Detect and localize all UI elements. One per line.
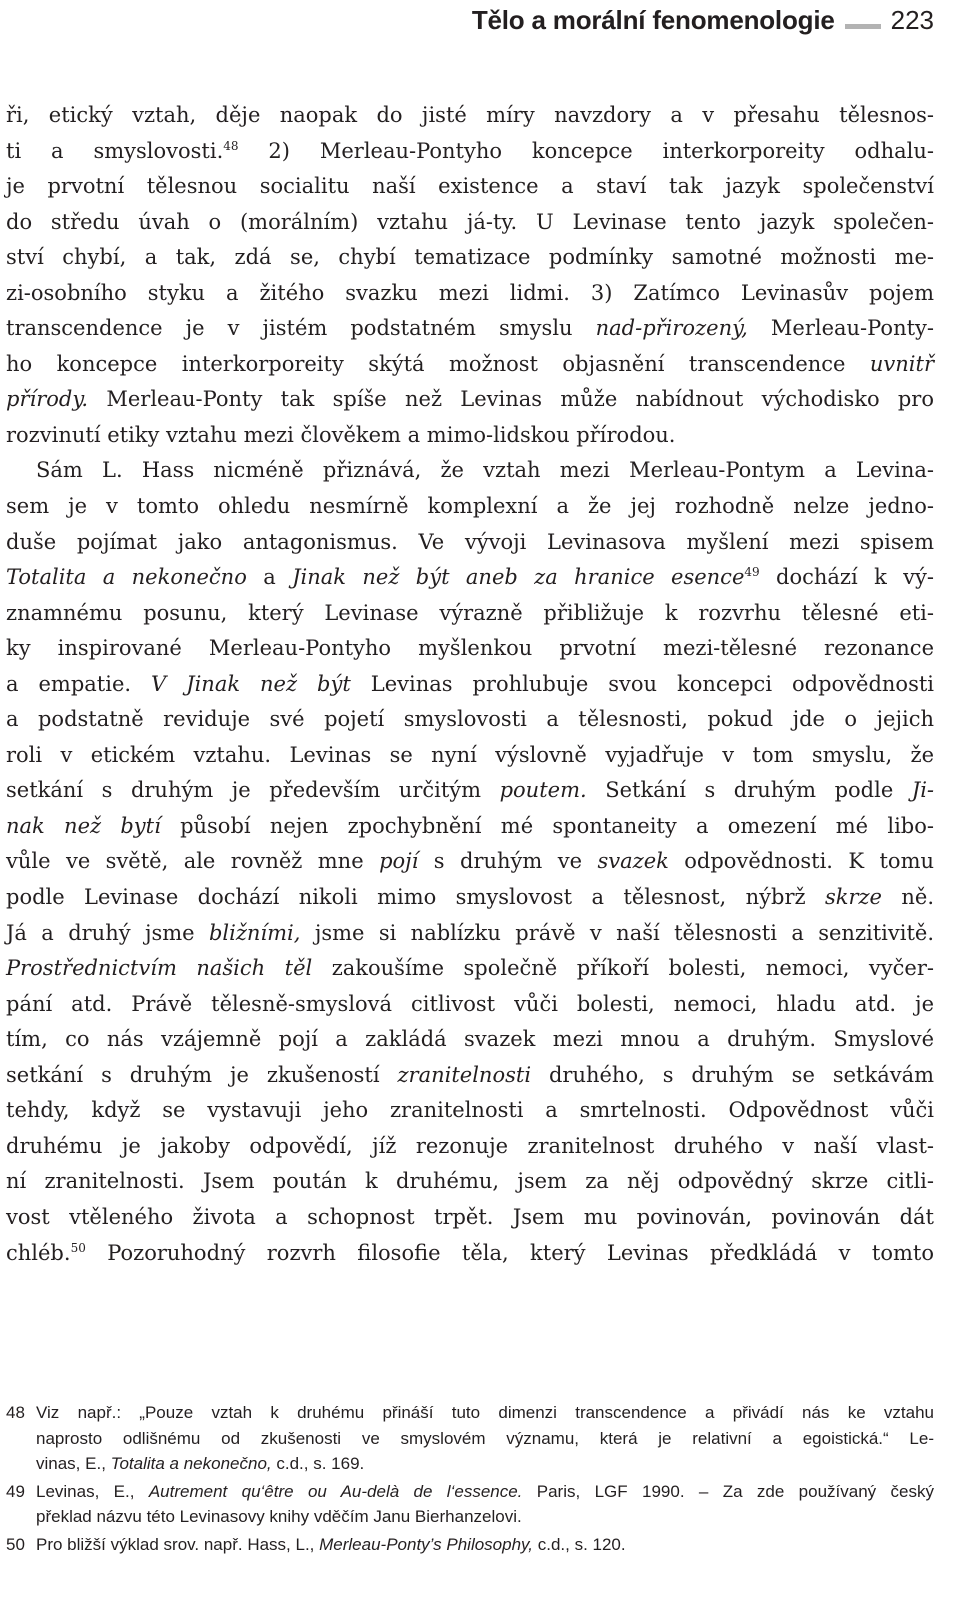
text-run: a: [246, 565, 293, 590]
text-run: a podstatně reviduje své pojetí smyslovosti a tělesnosti, pokud jde o jejich: [6, 707, 934, 732]
text-run: druhého, s druhým se setkávám: [531, 1062, 935, 1087]
footnote-text: [36, 1479, 934, 1530]
footnote-line: [36, 1479, 934, 1505]
footnote-ref: 49: [744, 565, 760, 580]
footnote-number: 50: [6, 1534, 25, 1554]
italic-text: pojí: [379, 849, 419, 874]
text-line: [6, 169, 934, 205]
text-run: je prvotní tělesnou socialitu naší existence a staví tak jazyk společenství: [6, 174, 934, 199]
text-line: [6, 773, 934, 809]
text-run: pání atd. Právě tělesně-smyslová citlivost vůči bolesti, nemoci, hladu atd. je: [6, 991, 934, 1016]
text-line: [6, 240, 934, 276]
text-line: [6, 951, 934, 987]
footnote-text: [36, 1400, 934, 1477]
text-line: [6, 453, 934, 489]
italic-text: svazek: [597, 849, 669, 874]
text-line: [6, 809, 934, 845]
italic-text: zranitelnosti: [397, 1062, 532, 1087]
italic-text: Ji-: [911, 778, 935, 803]
italic-text: V Jinak než být: [151, 671, 351, 696]
text-line: [6, 98, 934, 134]
text-line: [6, 631, 934, 667]
italic-text: Totalita a nekonečno,: [110, 1454, 272, 1473]
text-line: [6, 525, 934, 561]
text-line: [6, 276, 934, 312]
text-line: [6, 702, 934, 738]
italic-text: nad-přirozený,: [595, 316, 748, 341]
italic-text: Merleau-Ponty’s Philosophy,: [319, 1534, 533, 1554]
footnote: [6, 1479, 934, 1530]
text-run: zi-osobního styku a žitého svazku mezi lidmi. 3) Zatímco Levinasův pojem: [6, 280, 934, 305]
text-run: jsme si nablízku právě v naší tělesnosti a senzitivitě.: [300, 920, 934, 945]
text-line: [6, 418, 934, 454]
text-run: podle Levinase dochází nikoli mimo smyslovost a tělesnost, nýbrž: [6, 885, 825, 910]
text-run: dochází k vý-: [759, 565, 934, 590]
text-run: ně.: [881, 885, 934, 910]
footnote: [6, 1400, 934, 1477]
text-run: vinas, E.,: [36, 1454, 111, 1473]
body-text: [6, 98, 934, 1271]
text-line: [6, 347, 934, 383]
text-run: Viz např.: „Pouze vztah k druhému přináší tuto dimenzi transcendence a přivádí nás ke vztahu: [36, 1403, 934, 1422]
footnote-line: [36, 1426, 934, 1452]
text-line: [6, 1236, 934, 1272]
text-line: [6, 596, 934, 632]
footnote-number: 48: [6, 1403, 25, 1422]
footnote-ref: 50: [70, 1240, 86, 1255]
text-run: ti a smyslovosti.: [6, 138, 224, 163]
text-line: [6, 667, 934, 703]
text-line: [6, 134, 934, 170]
text-line: [6, 844, 934, 880]
text-run: a empatie.: [6, 671, 152, 696]
italic-text: uvnitř: [869, 351, 934, 376]
header-rule: [845, 24, 881, 29]
italic-text: bližními,: [208, 920, 301, 945]
text-run: druhému je jakoby odpovědí, jíž rezonuje zranitelnost druhého v naší vlast-: [6, 1133, 934, 1158]
text-run: s druhým ve: [418, 849, 598, 874]
text-run: ky inspirované Merleau-Pontyho myšlenkou prvotní mezi-tělesné rezonance: [6, 636, 934, 661]
footnote-text: [36, 1532, 934, 1558]
text-line: [6, 987, 934, 1023]
footnote-number: 49: [6, 1481, 25, 1501]
italic-text: Totalita a nekonečno: [6, 565, 247, 590]
text-run: ho koncepce interkorporeity skýtá možnost objasnění transcendence: [6, 351, 870, 376]
text-run: vost vtěleného života a schopnost trpět. Jsem mu povinován, povinován dát: [6, 1204, 934, 1229]
text-run: sem je v tomto ohledu nesmírně komplexní a že jej rozhodně nelze jedno-: [6, 494, 934, 519]
text-run: ní zranitelnosti. Jsem poután k druhému, jsem za něj odpovědný skrze citli-: [6, 1169, 934, 1194]
text-run: c.d., s. 169.: [271, 1454, 365, 1473]
text-run: Setkání s druhým podle: [586, 778, 912, 803]
running-header: [472, 0, 934, 40]
text-run: tehdy, když se vystavuji jeho zranitelnosti a smrtelnosti. Odpovědnost vůči: [6, 1098, 934, 1123]
text-run: duše pojímat jako antagonismus. Ve vývoji Levinasova myšlení mezi spisem: [6, 529, 934, 554]
text-line: [6, 1058, 934, 1094]
footnote: [6, 1532, 934, 1558]
page-number: 223: [890, 4, 934, 35]
text-run: ři, etický vztah, děje naopak do jisté míry navzdory a v přesahu tělesnos-: [6, 103, 934, 127]
footnote-line: [36, 1532, 934, 1558]
text-run: setkání s druhým je především určitým: [6, 778, 500, 803]
text-line: [6, 1200, 934, 1236]
italic-text: Prostřednictvím našich těl: [6, 956, 313, 981]
text-line: [6, 205, 934, 241]
text-run: naprosto odlišnému od zkušenosti ve smyslovém významu, která je relativní a egoistická.“ Le-: [36, 1428, 934, 1448]
text-line: [6, 916, 934, 952]
text-run: znamnému posunu, který Levinase výrazně přibližuje k rozvrhu tělesné eti-: [6, 600, 934, 625]
text-run: setkání s druhým je zkušeností: [6, 1062, 398, 1087]
italic-text: skrze: [824, 885, 882, 910]
text-run: chléb.: [6, 1240, 71, 1265]
body-paragraphs: [6, 98, 934, 1271]
text-line: [6, 1093, 934, 1129]
text-run: Levinas, E.,: [36, 1481, 149, 1501]
italic-text: nak než bytí: [6, 813, 161, 838]
text-run: tím, co nás vzájemně pojí a zakládá svazek mezi mnou a druhým. Smyslové: [6, 1027, 934, 1052]
text-run: do středu úvah o (morálním) vztahu já-ty. U Levinase tento jazyk společen-: [6, 209, 934, 234]
text-line: [6, 560, 934, 596]
text-run: působí nejen zpochybnění mé spontaneity a omezení mé libo-: [160, 813, 934, 838]
footnote-line: [36, 1400, 934, 1426]
text-run: transcendence je v jistém podstatném smyslu: [6, 316, 596, 341]
text-line: [6, 1164, 934, 1200]
italic-text: Autrement qu‘être ou Au-delà de l‘essence.: [148, 1481, 523, 1501]
text-run: překlad názvu této Levinasovy knihy vděčím Janu Bierhanzelovi.: [36, 1507, 522, 1526]
text-run: c.d., s. 120.: [533, 1534, 626, 1554]
text-run: rozvinutí etiky vztahu mezi člověkem a mimo-lidskou přírodou.: [6, 422, 676, 447]
text-run: roli v etickém vztahu. Levinas se nyní výslovně vyjadřuje v tom smyslu, že: [6, 742, 934, 767]
text-run: Merleau-Ponty-: [747, 316, 934, 341]
footnote-ref: 48: [223, 138, 239, 153]
text-line: [6, 1129, 934, 1165]
text-run: vůle ve světě, ale rovněž mne: [6, 849, 380, 874]
text-run: Paris, LGF 1990. – Za zde používaný český: [522, 1481, 934, 1501]
text-line: [6, 311, 934, 347]
italic-text: poutem.: [499, 778, 587, 803]
text-run: Merleau-Ponty tak spíše než Levinas může nabídnout východisko pro: [88, 387, 934, 412]
text-line: [6, 1022, 934, 1058]
footnote-line: [36, 1451, 934, 1477]
text-run: Levinas prohlubuje svou koncepci odpovědnosti: [350, 671, 935, 696]
running-title: Tělo a morální fenomenologie: [471, 4, 835, 35]
text-run: Pozoruhodný rozvrh filosofie těla, který Levinas předkládá v tomto: [85, 1240, 934, 1265]
text-line: [6, 489, 934, 525]
italic-text: Jinak než být aneb za hranice esence: [292, 565, 745, 590]
text-run: Pro bližší výklad srov. např. Hass, L.,: [36, 1534, 320, 1554]
footnote-line: [36, 1504, 934, 1530]
text-line: [6, 880, 934, 916]
footnotes: [6, 1400, 934, 1559]
text-run: odpovědnosti. K tomu: [668, 849, 935, 874]
text-run: Sám L. Hass nicméně přiznává, že vztah mezi Merleau-Pontym a Levina-: [36, 458, 934, 483]
text-run: 2) Merleau-Pontyho koncepce interkorporeity odhalu-: [238, 138, 934, 163]
text-line: [6, 382, 934, 418]
text-run: zakoušíme společně příkoří bolesti, nemoci, vyčer-: [312, 956, 934, 981]
italic-text: přírody.: [6, 387, 89, 412]
text-run: ství chybí, a tak, zdá se, chybí tematizace podmínky samotné možnosti me-: [6, 245, 934, 270]
text-run: Já a druhý jsme: [6, 920, 209, 945]
text-line: [6, 738, 934, 774]
